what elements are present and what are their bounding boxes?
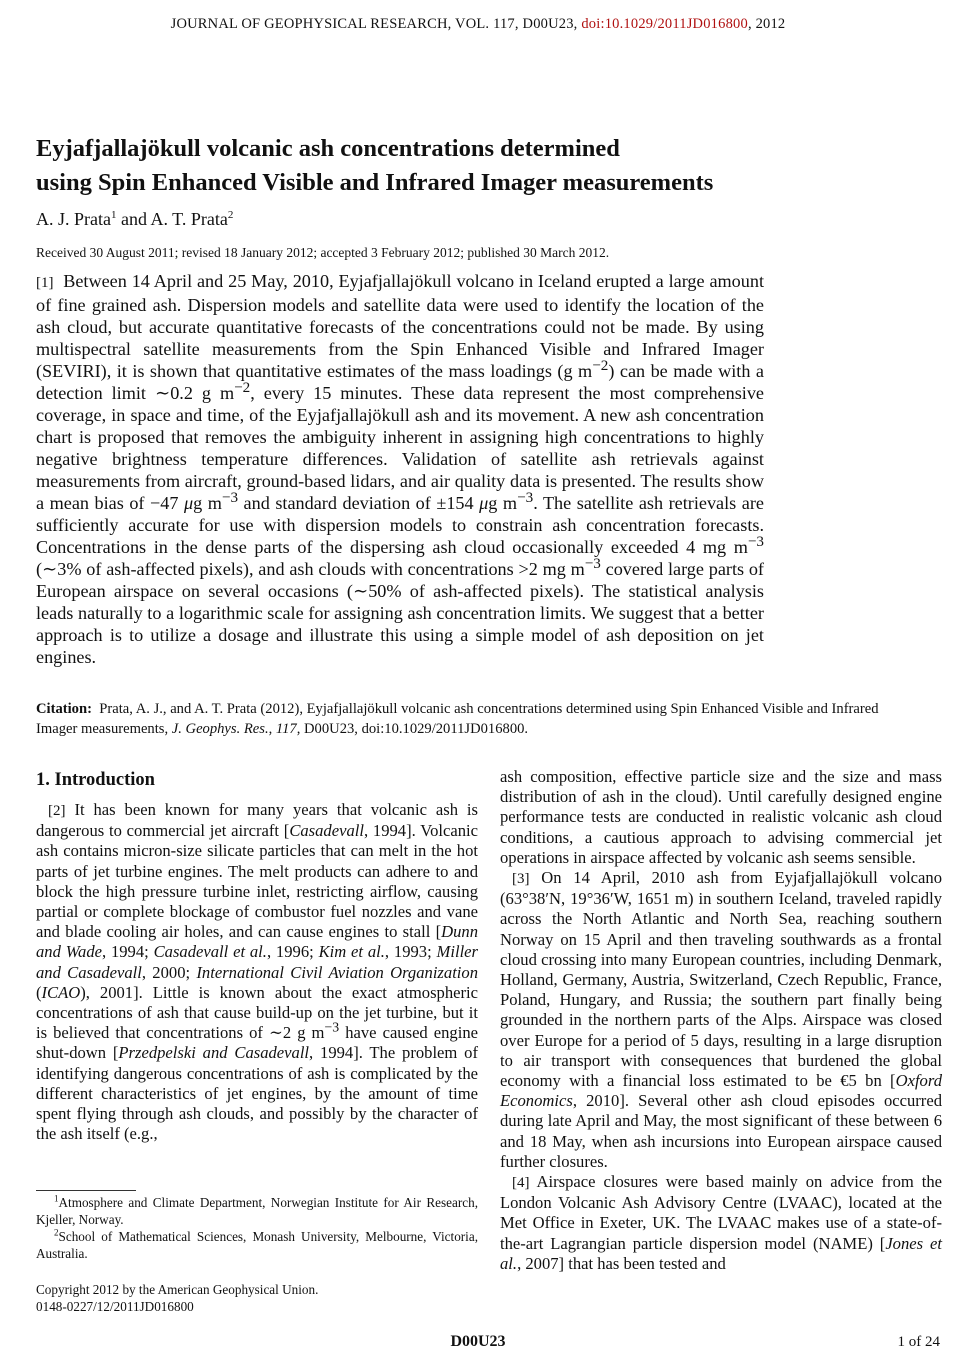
citation (36, 699, 886, 739)
reference-link[interactable]: International Civil Aviation Organization (196, 962, 479, 982)
citation-journal: J. Geophys. Res. (171, 721, 269, 737)
body-text: , 2000; (141, 962, 197, 982)
reference-link[interactable]: Casadevall (289, 821, 364, 841)
paragraph-2 (36, 800, 478, 1144)
citation-label: Citation: (36, 701, 92, 717)
abstract-text: Between 14 April and 25 May, 2010, Eyjafjallajökull volcano in Iceland erupted a large amount of fine grained ash. Dispersion models and satellite data were used to identify the location of the ash cloud, but accurate quantitative forecasts of the concentrations could not be made. By using multispectral satellite measurements from the Spin Enhanced Visible and Infrared Imager (SEVIRI), it is shown that quantitative estimates of the mass loadings (g m (36, 271, 765, 381)
title-line-2: using Spin Enhanced Visible and Infrared Imager measurements (36, 169, 714, 196)
citation-text: , D00U23, doi:10.1029/2011JD016800. (296, 721, 529, 737)
author-conjunction: and (116, 209, 151, 229)
body-text: It has been known for many years that volcanic ash is dangerous to commercial jet aircraft [ (36, 800, 478, 841)
citation-separator: , (268, 721, 276, 737)
abstract-text: . The satellite ash retrievals are sufficiently accurate for use with dispersion models to constrain ash concentration forecasts. Concentrations in the dense parts of the dispersing ash cloud occasionally exceeded 4 mg m (36, 493, 764, 557)
paragraph-4 (500, 1172, 942, 1274)
superscript: −3 (747, 532, 764, 550)
body-text: , 1994; (101, 942, 154, 962)
author-2: A. T. Prata (150, 209, 228, 229)
author-1-affiliation: 1 (111, 209, 117, 221)
abstract-text: ) can be made with a detection limit ∼0.2 g m (36, 361, 764, 403)
footnote-text: Atmosphere and Climate Department, Norwegian Institute for Air Research, Kjeller, Norway. (36, 1195, 478, 1227)
superscript: −3 (584, 554, 601, 572)
paper-title (36, 132, 896, 200)
superscript: −3 (221, 488, 239, 506)
footnote-marker: 2 (54, 1227, 59, 1238)
author-2-affiliation: 2 (227, 209, 234, 221)
abstract (36, 270, 764, 668)
reference-link[interactable]: Kim et al. (318, 942, 385, 962)
left-column (36, 767, 478, 1144)
author-list (36, 209, 233, 230)
footnotes (36, 1194, 478, 1262)
reference-link[interactable]: ICAO (41, 982, 81, 1002)
abstract-text: and standard deviation of ±154 (238, 493, 480, 513)
reference-link[interactable]: Jones et al. (500, 1233, 942, 1273)
superscript: −3 (517, 488, 534, 506)
body-text: ), 2001]. Little is known about the exact atmospheric concentrations of ash that cause build-up on the jet turbine, but it is believed that concentrations of ∼2 g m (36, 982, 478, 1043)
superscript: −2 (234, 378, 251, 396)
body-text: , 2007] that has been tested and (517, 1253, 726, 1273)
abstract-text: , every 15 minutes. These data represent the most comprehensive coverage, in space and time, of the Eyjafjallajökull ash and its movement. A new ash concentration chart is proposed that removes the ambiguity inherent in assigning high concentrations to highly negative brightness temperature differences. Validation of satellite ash retrievals against measurements from aircraft, ground-based lidars, and air quality data is presented. The results show a mean bias of −47 (36, 383, 764, 513)
body-text: , 1993; (384, 942, 437, 962)
journal-year: , 2012 (747, 16, 786, 32)
article-id: D00U23 (450, 1333, 506, 1350)
section-heading: 1. Introduction (36, 770, 155, 790)
paragraph-number: [1] (36, 275, 54, 291)
journal-name: JOURNAL OF GEOPHYSICAL RESEARCH, VOL. 117, D00U23, (170, 16, 582, 32)
citation-volume: 117 (275, 721, 297, 737)
paragraph-continuation: ash composition, effective particle size and the size and mass distribution of ash in the cloud). Until carefully designed engine performance tests are conducted in realistic volcanic ash cloud conditions, a cautious approach to advising commercial jet operations in airspace affected by volcanic ash seems sensible. (500, 767, 942, 867)
paragraph-number: [2] (48, 803, 66, 819)
body-text: Airspace closures were based mainly on advice from the London Volcanic Ash Advisory Centre (LVAAC), located at the Met Office in Exeter, UK. The LVAAC makes use of a state-of-the-art Lagrangian particle dispersion model (NAME) [ (500, 1172, 943, 1253)
copyright-notice (36, 1281, 478, 1315)
copyright-line: Copyright 2012 by the American Geophysical Union. (36, 1282, 319, 1297)
reference-link[interactable]: Przedpelski and Casadevall (118, 1043, 310, 1063)
paragraph-number: [3] (512, 871, 530, 888)
right-column (500, 767, 942, 1274)
doi-link[interactable]: doi:10.1029/2011JD016800 (581, 16, 748, 32)
title-line-1: Eyjafjallajökull volcanic ash concentrations determined (36, 135, 620, 162)
author-1: A. J. Prata (36, 209, 111, 229)
footnote-divider (36, 1190, 136, 1191)
body-text: , 1994]. The problem of identifying dangerous concentrations of ash is complicated by the different characteristics of jet engines, by the amount of time spent flying through ash clouds, and possibly by the character of the ash itself (e.g., (36, 1043, 478, 1144)
body-text: , 2010]. Several other ash cloud episodes occurred during late April and May, the most significant of these between 6 and 18 May, when ash incursions into European airspace caused further closures. (500, 1091, 942, 1171)
citation-text: Prata, A. J., and A. T. Prata (2012), Eyjafjallajökull volcanic ash concentrations determined using Spin Enhanced Visible and Infrared Imager measurements, (36, 701, 879, 737)
abstract-text: g m (488, 493, 518, 513)
paragraph-3 (500, 868, 942, 1172)
reference-link[interactable]: Miller and Casadevall (36, 942, 479, 982)
mu-symbol: μ (479, 493, 489, 513)
reference-link[interactable]: Casadevall et al. (153, 942, 267, 962)
abstract-text: covered large parts of European airspace on several occasions (∼50% of ash-affected pixels). The statistical analysis leads naturally to a logarithmic scale for assigning ash concentration limits. We suggest that a better approach is to utilize a dosage and illustrate this using a simple model of ash deposition on jet engines. (36, 559, 764, 667)
body-text: On 14 April, 2010 ash from Eyjafjallajökull volcano (63°38′N, 19°36′W, 1651 m) in southern Iceland, traveled rapidly across the North Atlantic and North Sea, reaching southern Norway on 15 April and then traveling southwards as a frontal cloud crossing into many European countries, including Denmark, Holland, Germany, Austria, Switzerland, Czech Republic, France, Poland, Hungary, and Russia; the southern part finally being grounded in the northern parts of the Alps. Airspace was closed over Europe for a period of 5 days, resulting in a large disruption to air transport with consequences that burdened the global economy with a financial loss estimated to be €5 bn [ (500, 868, 942, 1091)
body-text: ( (36, 982, 42, 1002)
abstract-text: (∼3% of ash-affected pixels), and ash clouds with concentrations >2 mg m (36, 559, 585, 579)
body-text: have caused engine shut-down [ (36, 1023, 479, 1063)
footnote-1 (36, 1194, 478, 1228)
footnote-text: School of Mathematical Sciences, Monash University, Melbourne, Victoria, Australia. (36, 1229, 478, 1261)
body-text: , 1996; (266, 942, 319, 962)
journal-header (0, 16, 956, 33)
paragraph-number: [4] (512, 1175, 530, 1192)
page-number: 1 of 24 (897, 1334, 940, 1350)
mu-symbol: μ (183, 493, 194, 513)
footnote-2 (36, 1228, 478, 1262)
reference-link[interactable]: Oxford Economics (500, 1071, 942, 1111)
received-dates: Received 30 August 2011; revised 18 January 2012; accepted 3 February 2012; published 30 March 2012. (36, 245, 610, 260)
body-text: , 1994]. Volcanic ash contains micron-size silicate particles that can melt in the hot parts of jet turbine engines. The melt products can adhere to and block the high pressure turbine inlet, restricting airflow, causing partial or complete blockage of combustor fuel nozzles and vane and blade cooling air holes, and can cause engines to stall [ (36, 821, 478, 942)
issn-line: 0148-0227/12/2011JD016800 (36, 1299, 194, 1314)
footnote-marker: 1 (54, 1193, 59, 1204)
superscript: −2 (592, 356, 609, 374)
abstract-text: g m (193, 493, 222, 513)
superscript: −3 (324, 1019, 340, 1035)
reference-link[interactable]: Dunn and Wade (36, 922, 478, 962)
